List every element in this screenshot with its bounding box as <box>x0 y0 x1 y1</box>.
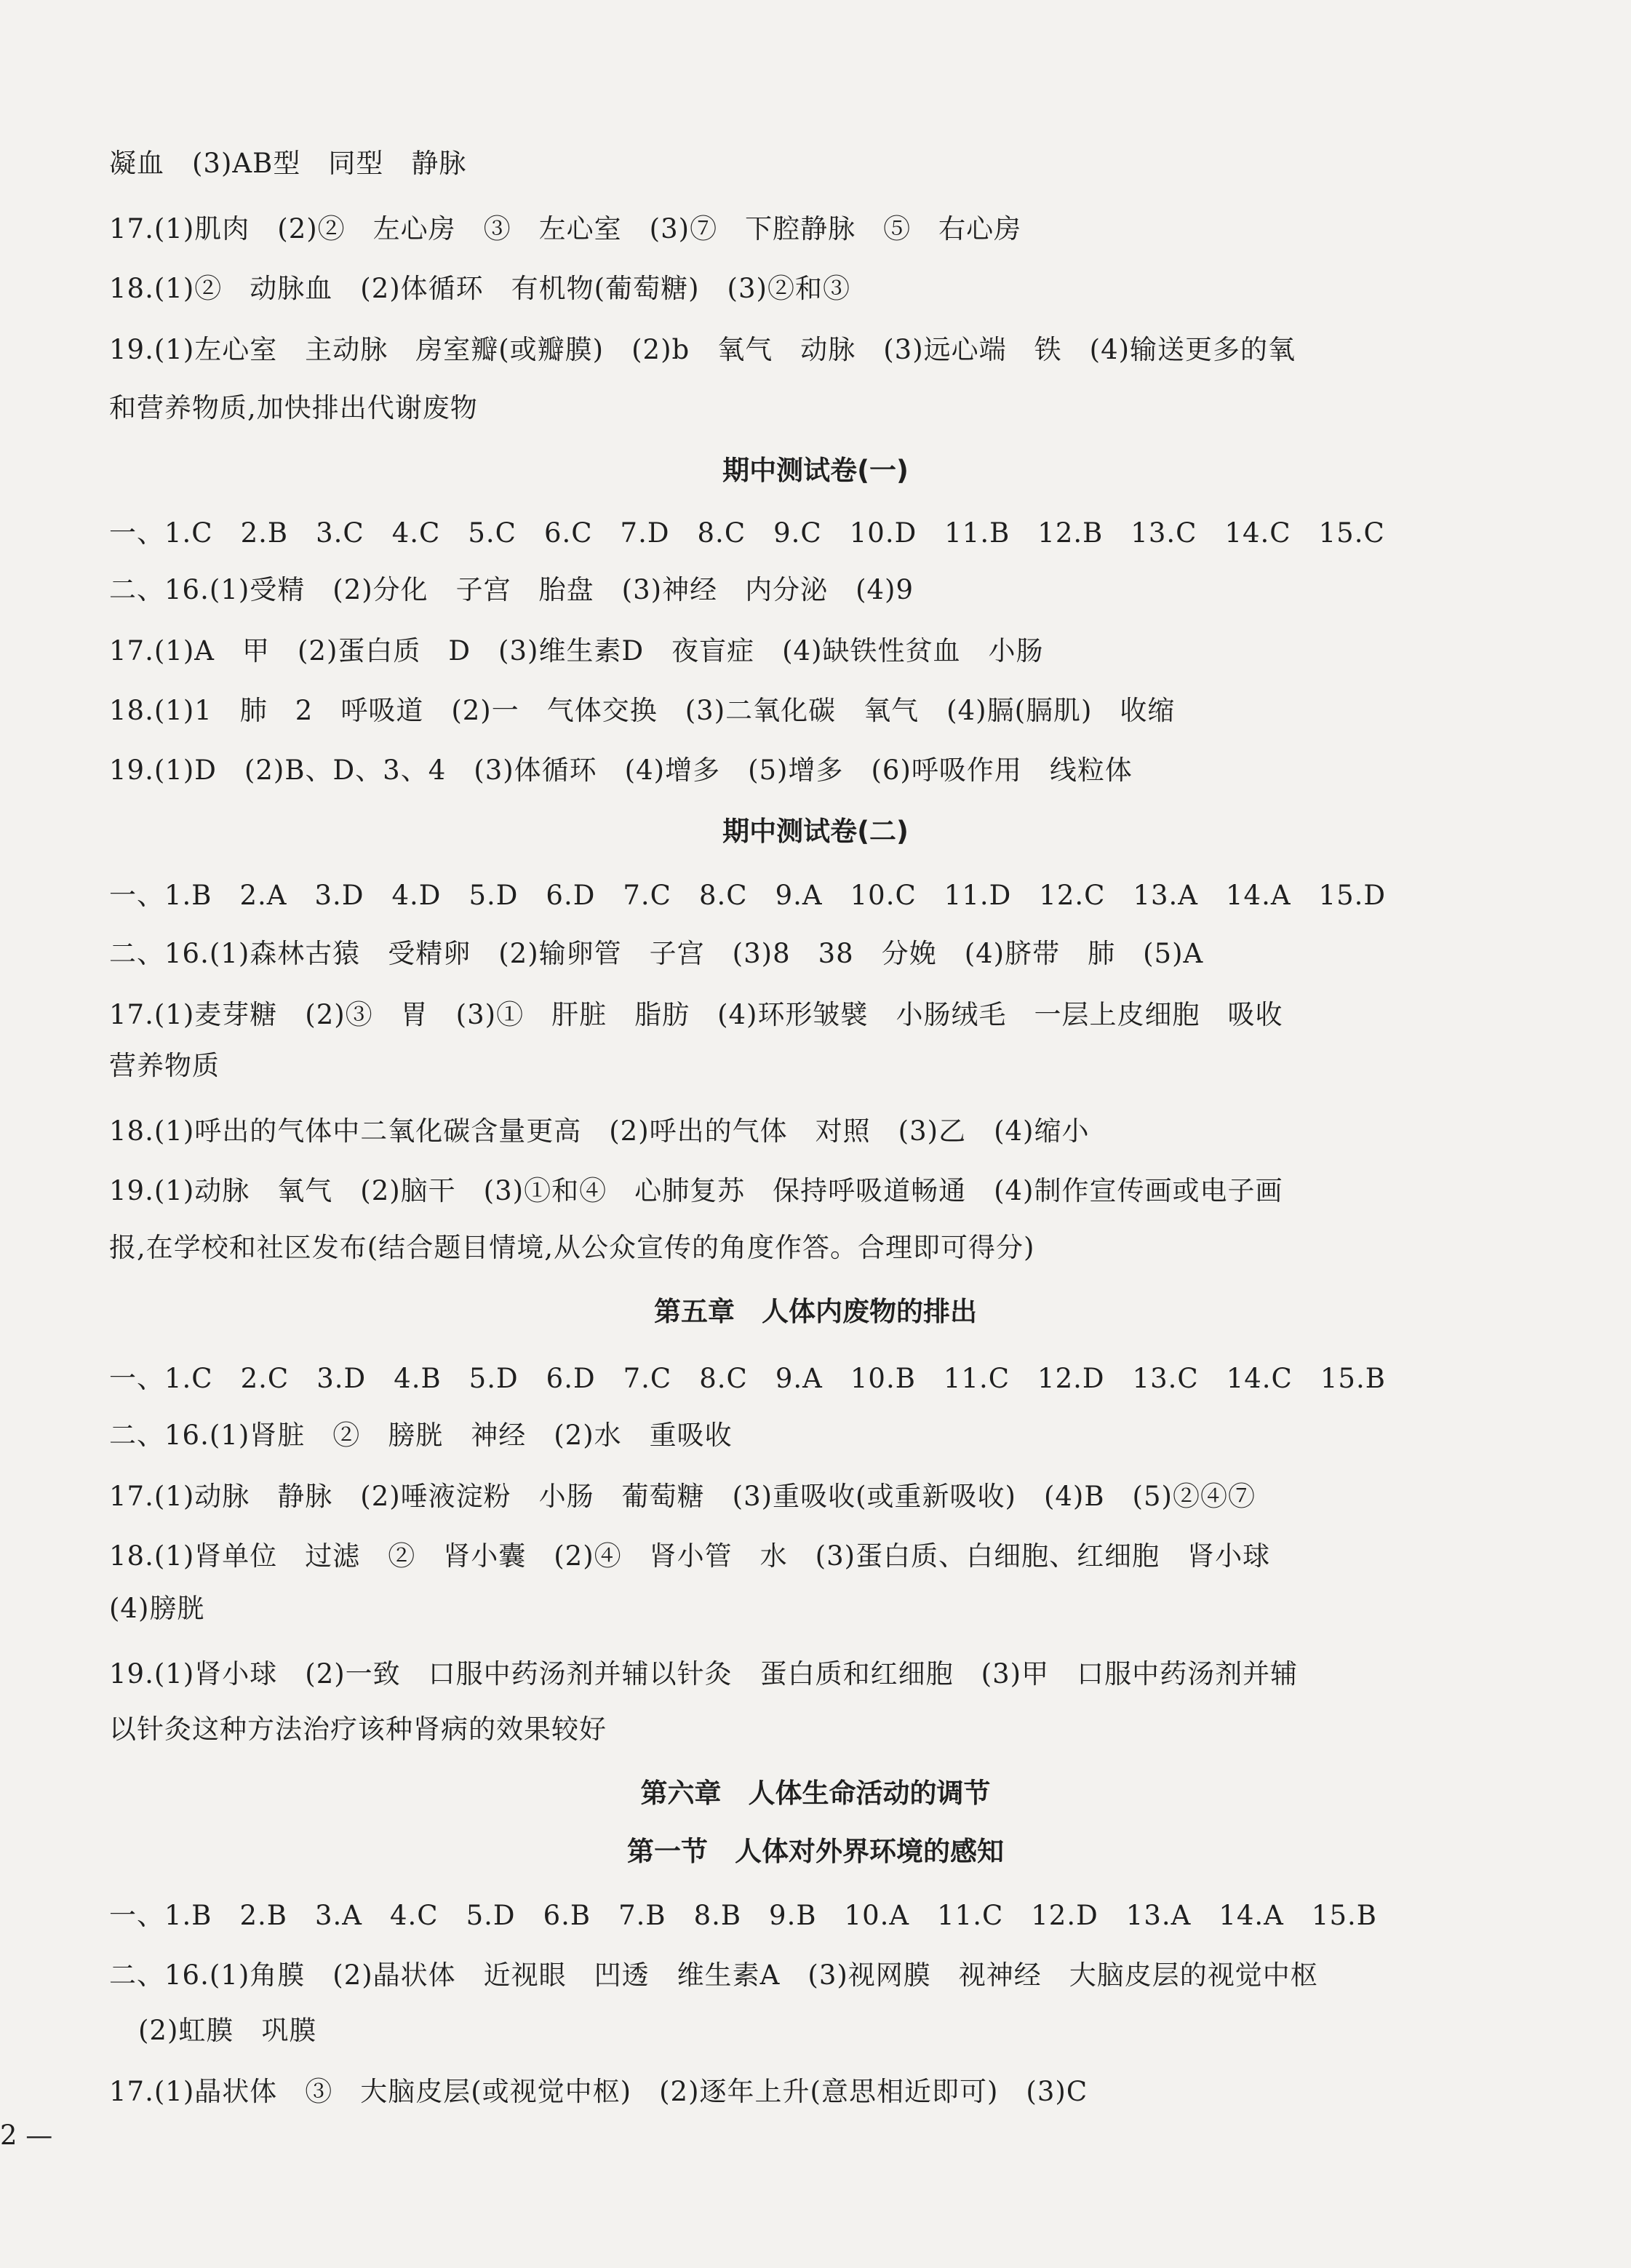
answer-line: 二、16.(1)角膜 (2)晶状体 近视眼 凹透 维生素A (3)视网膜 视神经 大脑皮层的视觉中枢 <box>109 1959 1318 1991</box>
section-heading: 期中测试卷(二) <box>722 816 909 847</box>
answer-line: 19.(1)动脉 氧气 (2)脑干 (3)①和④ 心肺复苏 保持呼吸道畅通 (4)制作宣传画或电子画 <box>109 1175 1283 1206</box>
answer-line: 18.(1)呼出的气体中二氧化碳含量更高 (2)呼出的气体 对照 (3)乙 (4)缩小 <box>109 1115 1090 1147</box>
answer-line: 一、1.B 2.A 3.D 4.D 5.D 6.D 7.C 8.C 9.A 10.C 11.D 12.C 13.A 14.A 15.D <box>109 880 1387 911</box>
answer-line: 二、16.(1)森林古猿 受精卵 (2)输卵管 子宫 (3)8 38 分娩 (4)脐带 肺 (5)A <box>109 938 1204 969</box>
section-heading: 第五章 人体内废物的排出 <box>654 1296 977 1327</box>
answer-line: 报,在学校和社区发布(结合题目情境,从公众宣传的角度作答。合理即可得分) <box>109 1232 1035 1263</box>
answer-line: 营养物质 <box>109 1050 220 1081</box>
answer-line: 18.(1)② 动脉血 (2)体循环 有机物(葡萄糖) (3)②和③ <box>109 273 850 304</box>
answer-line: 一、1.C 2.B 3.C 4.C 5.C 6.C 7.D 8.C 9.C 10.D 11.B 12.B 13.C 14.C 15.C <box>109 517 1385 549</box>
answer-line: (4)膀胱 <box>109 1593 205 1624</box>
answer-line: 凝血 (3)AB型 同型 静脉 <box>109 148 467 179</box>
answer-line: (2)虹膜 巩膜 <box>138 2015 317 2046</box>
answer-line: 以针灸这种方法治疗该种肾病的效果较好 <box>109 1714 607 1745</box>
answer-line: 17.(1)动脉 静脉 (2)唾液淀粉 小肠 葡萄糖 (3)重吸收(或重新吸收) (4)B (5)②④⑦ <box>109 1481 1256 1512</box>
answer-line: 一、1.C 2.C 3.D 4.B 5.D 6.D 7.C 8.C 9.A 10.B 11.C 12.D 13.C 14.C 15.B <box>109 1363 1386 1394</box>
answer-line: 二、16.(1)受精 (2)分化 子宫 胎盘 (3)神经 内分泌 (4)9 <box>109 574 914 605</box>
section-heading: 第一节 人体对外界环境的感知 <box>627 1836 1004 1867</box>
section-heading: 期中测试卷(一) <box>722 455 909 486</box>
answer-line: 17.(1)A 甲 (2)蛋白质 D (3)维生素D 夜盲症 (4)缺铁性贫血 小肠 <box>109 635 1044 667</box>
answer-line: 17.(1)晶状体 ③ 大脑皮层(或视觉中枢) (2)逐年上升(意思相近即可) (3)C <box>109 2076 1088 2107</box>
answer-line: 18.(1)肾单位 过滤 ② 肾小囊 (2)④ 肾小管 水 (3)蛋白质、白细胞、红细胞 肾小球 <box>109 1540 1271 1572</box>
answer-line: 19.(1)肾小球 (2)一致 口服中药汤剂并辅以针灸 蛋白质和红细胞 (3)甲 口服中药汤剂并辅 <box>109 1658 1299 1690</box>
answer-line: 17.(1)麦芽糖 (2)③ 胃 (3)① 肝脏 脂肪 (4)环形皱襞 小肠绒毛 一层上皮细胞 吸收 <box>109 999 1283 1030</box>
answer-line: 和营养物质,加快排出代谢废物 <box>109 392 478 423</box>
answer-line: 一、1.B 2.B 3.A 4.C 5.D 6.B 7.B 8.B 9.B 10.A 11.C 12.D 13.A 14.A 15.B <box>109 1900 1377 1931</box>
answer-line: 二、16.(1)肾脏 ② 膀胱 神经 (2)水 重吸收 <box>109 1420 733 1451</box>
answer-line: 19.(1)左心室 主动脉 房室瓣(或瓣膜) (2)b 氧气 动脉 (3)远心端 铁 (4)输送更多的氧 <box>109 334 1296 365</box>
chapter-heading: 第六章 人体生命活动的调节 <box>640 1778 991 1809</box>
answer-line: 18.(1)1 肺 2 呼吸道 (2)一 气体交换 (3)二氧化碳 氧气 (4)膈(膈肌) 收缩 <box>109 695 1176 726</box>
page-number: 2 — <box>0 2120 53 2151</box>
answer-line: 17.(1)肌肉 (2)② 左心房 ③ 左心室 (3)⑦ 下腔静脉 ⑤ 右心房 <box>109 213 1022 244</box>
answer-line: 19.(1)D (2)B、D、3、4 (3)体循环 (4)增多 (5)增多 (6)呼吸作用 线粒体 <box>109 755 1133 786</box>
